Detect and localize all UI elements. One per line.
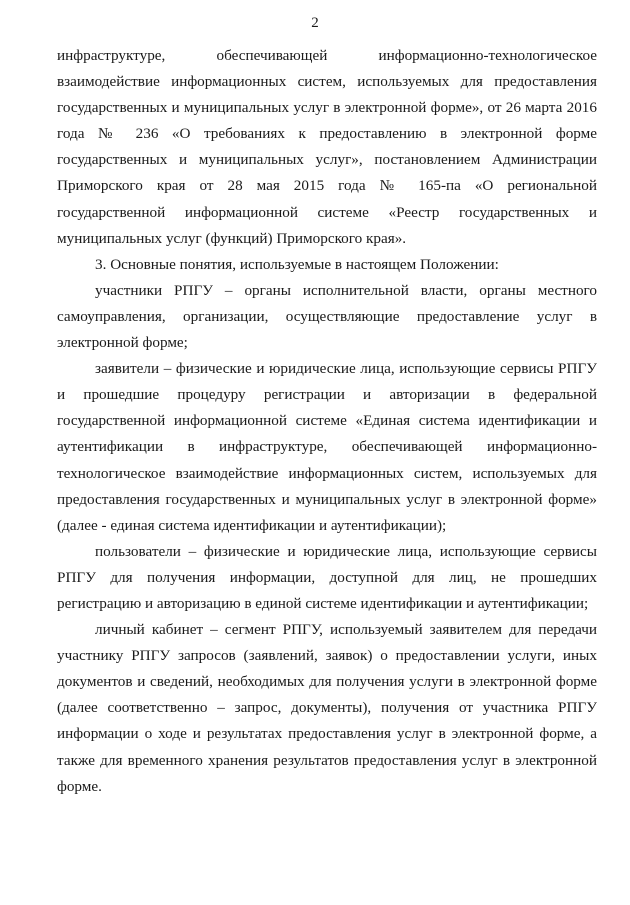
text-line: документов и сведений, необходимых для получения услуги в электронной форме — [57, 673, 597, 691]
page-number: 2 — [311, 15, 319, 31]
paragraph-definition-users — [57, 539, 597, 617]
text-line: личный кабинет – сегмент РПГУ, используемый заявителем для передачи — [95, 621, 597, 639]
text-line: Приморского края от 28 мая 2015 года № 165-па «О региональной — [57, 177, 597, 195]
text-line: пользователи – физические и юридические лица, использующие сервисы — [95, 542, 597, 560]
text-line: участнику РПГУ запросов (заявлений, заявок) о предоставлении услуги, иных — [57, 647, 597, 665]
text-line: и прошедшие процедуру регистрации и авторизации в федеральной — [57, 386, 597, 404]
text-line: взаимодействие информационных систем, используемых для предоставления — [57, 73, 597, 91]
text-line: РПГУ для получения информации, доступной для лиц, не прошедших — [57, 568, 597, 586]
text-line: (далее - единая система идентификации и аутентификации); — [57, 516, 447, 534]
paragraph-definition-applicants — [57, 356, 597, 539]
text-line: участники РПГУ – органы исполнительной власти, органы местного — [95, 281, 597, 299]
text-line: года № 236 «О требованиях к предоставлению в электронной форме — [57, 125, 597, 143]
text-line: государственных и муниципальных услуг», постановлением Администрации — [57, 151, 597, 169]
text-line: самоуправления, организации, осуществляющие предоставление услуг в — [57, 307, 597, 325]
text-line: электронной форме; — [57, 334, 188, 352]
text-line: также для временного хранения результатов предоставления услуг в электронной — [57, 751, 597, 769]
paragraph-legal-references — [57, 43, 597, 252]
text-line: технологическое взаимодействие информационных систем, используемых для — [57, 464, 597, 482]
text-line: информации о ходе и результатах предоставления услуг в электронной форме, а — [57, 725, 597, 743]
text-line: форме. — [57, 777, 102, 795]
text-line: муниципальных услуг (функций) Приморского края». — [57, 229, 407, 247]
paragraph-definition-participants — [57, 278, 597, 356]
text-line: регистрацию и авторизацию в единой системе идентификации и аутентификации; — [57, 594, 589, 612]
paragraph-definition-personal-account — [57, 617, 597, 800]
paragraph-section-3-heading — [57, 252, 597, 278]
document-body — [57, 43, 597, 800]
text-line: государственной информационной системе «Реестр государственных и — [57, 203, 597, 221]
text-line: инфраструктуре, обеспечивающей информационно-технологическое — [57, 47, 597, 64]
text-line: государственных и муниципальных услуг в электронной форме», от 26 марта 2016 — [57, 99, 597, 117]
text-line: государственной информационной системе «Единая система идентификации и — [57, 412, 597, 430]
text-line: заявители – физические и юридические лица, использующие сервисы РПГУ — [95, 360, 597, 378]
text-line: аутентификации в инфраструктуре, обеспечивающей информационно- — [57, 438, 597, 456]
text-line: предоставления государственных и муниципальных услуг в электронной форме» — [57, 490, 597, 508]
text-line: (далее соответственно – запрос, документы), получения от участника РПГУ — [57, 699, 597, 717]
text-line: 3. Основные понятия, используемые в настоящем Положении: — [95, 255, 499, 273]
